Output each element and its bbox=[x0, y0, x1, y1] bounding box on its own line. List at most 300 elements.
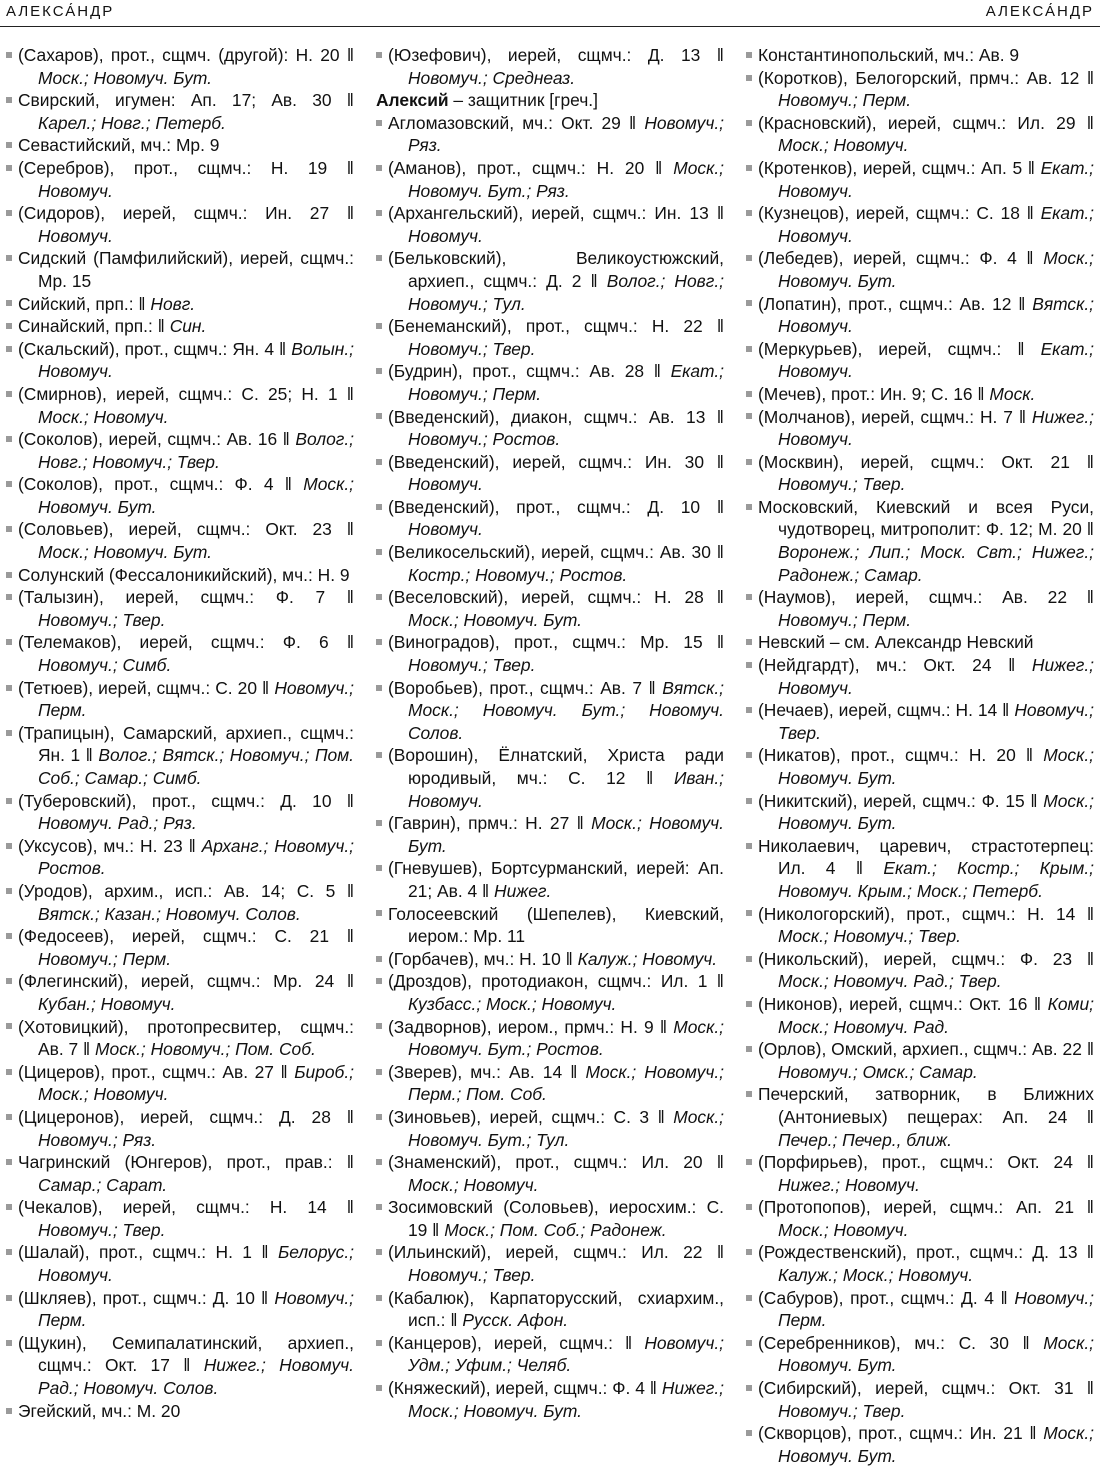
entry-places: Карел.; Новг.; Петерб. bbox=[38, 112, 226, 133]
dictionary-entry bbox=[376, 44, 724, 89]
bullet-square-icon bbox=[746, 210, 752, 216]
bullet-square-icon bbox=[6, 165, 12, 171]
entry-places: Белорус.; Новомуч. bbox=[38, 1242, 354, 1286]
entry-text: Синайский, прп.: ‖ bbox=[18, 316, 170, 337]
entry-text: (Щукин), Семипалатинский, архиеп., сщмч.: Окт. 17 ‖ bbox=[18, 1332, 354, 1376]
entry-places: Новомуч.; Твер. bbox=[778, 474, 906, 495]
entry-places: Екат.; Костр.; Крым.; Новомуч. Крым.; Моск.; Петерб. bbox=[778, 858, 1094, 901]
dictionary-entry bbox=[376, 541, 724, 586]
bullet-square-icon bbox=[6, 323, 12, 329]
dictionary-entry bbox=[6, 1287, 354, 1332]
entry-text: (Туберовский), прот., сщмч.: Д. 10 ‖ bbox=[18, 790, 354, 811]
entry-places: Моск.; Новомуч. Бут. bbox=[778, 790, 1094, 834]
entry-places: Нижег.; Новомуч. Рад.; Новомуч. Солов. bbox=[38, 1355, 354, 1399]
entry-text: (Введенский), прот., сщмч.: Д. 10 ‖ bbox=[388, 496, 724, 517]
bullet-square-icon bbox=[746, 75, 752, 81]
entry-places: Моск.; Новомуч. Бут. bbox=[778, 1423, 1094, 1466]
bullet-square-icon bbox=[6, 594, 12, 600]
bullet-square-icon bbox=[6, 1114, 12, 1120]
entry-places: Вятск.; Новомуч. bbox=[778, 293, 1094, 337]
entry-text: (Великосельский), иерей, сщмч.: Ав. 30 ‖ bbox=[388, 542, 724, 563]
dictionary-entry bbox=[6, 722, 354, 790]
bullet-square-icon bbox=[376, 1204, 382, 1210]
bullet-square-icon bbox=[6, 210, 12, 216]
entry-text: (Ильинский), иерей, сщмч.: Ил. 22 ‖ bbox=[388, 1242, 724, 1263]
bullet-square-icon bbox=[746, 1001, 752, 1007]
entry-places: Новомуч. bbox=[408, 225, 483, 246]
bullet-square-icon bbox=[6, 526, 12, 532]
entry-text: (Никонов), иерей, сщмч.: Окт. 16 ‖ bbox=[758, 993, 1048, 1014]
entry-places: Новомуч.; Ряз. bbox=[408, 112, 724, 156]
entry-text: (Гаврин), прмч.: Н. 27 ‖ bbox=[388, 813, 592, 834]
bullet-square-icon bbox=[746, 120, 752, 126]
entry-text: (Наумов), иерей, сщмч.: Ав. 22 ‖ bbox=[758, 587, 1094, 608]
running-head bbox=[0, 0, 1100, 27]
bullet-square-icon bbox=[376, 1340, 382, 1346]
bullet-square-icon bbox=[6, 685, 12, 691]
bullet-square-icon bbox=[746, 1046, 752, 1052]
entry-places: Новомуч.; Перм. bbox=[38, 1287, 354, 1331]
dictionary-entry bbox=[746, 112, 1094, 157]
dictionary-entry bbox=[6, 89, 354, 134]
entry-text: (Кротенков), иерей, сщмч.: Ап. 5 ‖ bbox=[758, 157, 1041, 178]
dictionary-entry bbox=[6, 518, 354, 563]
bullet-square-icon bbox=[746, 1159, 752, 1165]
entry-text: (Нечаев), иерей, сщмч.: Н. 14 ‖ bbox=[758, 700, 1015, 721]
entry-places: Новомуч.; Омск.; Самар. bbox=[778, 1061, 978, 1082]
entry-places: Моск.; Новомуч.; Твер. bbox=[778, 926, 961, 947]
entry-text: (Введенский), иерей, сщмч.: Ин. 30 ‖ bbox=[388, 451, 724, 472]
entry-text: Николаевич, царевич, страстотерпец: Ил. 4 ‖ bbox=[758, 835, 1094, 879]
bullet-square-icon bbox=[6, 391, 12, 397]
entry-text: (Шалай), прот., сщмч.: Н. 1 ‖ bbox=[18, 1242, 278, 1263]
entry-text: (Лебедев), иерей, сщмч.: Ф. 4 ‖ bbox=[758, 248, 1044, 269]
entry-places: Воронеж.; Лип.; Моск. Свт.; Нижег.; Радонеж.; Самар. bbox=[778, 542, 1094, 585]
entry-places: Новомуч.; Ростов. bbox=[408, 429, 561, 450]
entry-places: Костр.; Новомуч.; Ростов. bbox=[408, 564, 628, 585]
entry-places: Арханг.; Новомуч.; Ростов. bbox=[38, 835, 354, 879]
entry-places: Волын.; Новомуч. bbox=[38, 338, 354, 382]
dictionary-entry bbox=[376, 1196, 724, 1241]
entry-places: Моск.; Новомуч. bbox=[778, 1219, 909, 1240]
entry-places: Моск.; Пом. Соб.; Радонеж. bbox=[444, 1219, 667, 1240]
entry-text: (Никитский), иерей, сщмч.: Ф. 15 ‖ bbox=[758, 790, 1044, 811]
dictionary-entry bbox=[6, 677, 354, 722]
entry-text: (Рождественский), прот., сщмч.: Д. 13 ‖ bbox=[758, 1242, 1094, 1263]
bullet-square-icon bbox=[746, 255, 752, 261]
entry-text: (Виноградов), прот., сщмч.: Мр. 15 ‖ bbox=[388, 632, 724, 653]
entry-places: Новг. bbox=[150, 293, 196, 314]
bullet-square-icon bbox=[376, 594, 382, 600]
dictionary-entry bbox=[746, 654, 1094, 699]
entry-text: (Цицеров), прот., сщмч.: Ав. 27 ‖ bbox=[18, 1061, 295, 1082]
dictionary-entry bbox=[6, 564, 354, 587]
entry-text: Сийский, прп.: ‖ bbox=[18, 293, 151, 314]
entry-text: (Архангельский), иерей, сщмч.: Ин. 13 ‖ bbox=[388, 203, 724, 224]
dictionary-entry bbox=[746, 744, 1094, 789]
dictionary-entry bbox=[376, 315, 724, 360]
dictionary-entry bbox=[6, 1400, 354, 1423]
entry-places: Калуж.; Моск.; Новомуч. bbox=[778, 1265, 974, 1286]
dictionary-entry bbox=[746, 406, 1094, 451]
entry-text: (Телемаков), иерей, сщмч.: Ф. 6 ‖ bbox=[18, 632, 354, 653]
bullet-square-icon bbox=[746, 504, 752, 510]
bullet-square-icon bbox=[746, 639, 752, 645]
entry-places: Екат.; Новомуч. bbox=[778, 338, 1094, 382]
entry-places: Русск. Афон. bbox=[462, 1310, 569, 1331]
bullet-square-icon bbox=[6, 255, 12, 261]
dictionary-entry bbox=[6, 247, 354, 292]
entry-text: (Серебренников), мч.: С. 30 ‖ bbox=[758, 1332, 1044, 1353]
dictionary-entry bbox=[746, 699, 1094, 744]
entry-text: (Сабуров), прот., сщмч.: Д. 4 ‖ bbox=[758, 1287, 1015, 1308]
bullet-square-icon bbox=[746, 594, 752, 600]
entry-text: (Соколов), прот., сщмч.: Ф. 4 ‖ bbox=[18, 474, 304, 495]
bullet-square-icon bbox=[746, 1385, 752, 1391]
bullet-square-icon bbox=[6, 843, 12, 849]
entry-places: Моск.; Новомуч. bbox=[38, 406, 169, 427]
entry-text: (Бенеманский), прот., сщмч.: Н. 22 ‖ bbox=[388, 316, 724, 337]
entry-text: (Юзефович), иерей, сщмч.: Д. 13 ‖ bbox=[388, 45, 724, 65]
bullet-square-icon bbox=[376, 956, 382, 962]
dictionary-entry bbox=[6, 473, 354, 518]
dictionary-entry bbox=[6, 925, 354, 970]
bullet-square-icon bbox=[6, 97, 12, 103]
entry-places: Моск.; Новомуч. Бут. bbox=[38, 67, 212, 88]
bullet-square-icon bbox=[376, 685, 382, 691]
entry-text: (Кузнецов), иерей, сщмч.: С. 18 ‖ bbox=[758, 203, 1041, 224]
entry-places: Моск.; Новомуч.; Перм.; Пом. Соб. bbox=[408, 1061, 724, 1105]
dictionary-entry bbox=[376, 406, 724, 451]
bullet-square-icon bbox=[746, 707, 752, 713]
entry-text: (Меркурьев), иерей, сщмч.: ‖ bbox=[758, 338, 1041, 359]
dictionary-entry bbox=[746, 1196, 1094, 1241]
headword-entry bbox=[376, 89, 724, 112]
dictionary-entry bbox=[376, 1332, 724, 1377]
bullet-square-icon bbox=[6, 436, 12, 442]
dictionary-entry bbox=[746, 835, 1094, 903]
bullet-square-icon bbox=[6, 1340, 12, 1346]
dictionary-entry bbox=[746, 67, 1094, 112]
dictionary-entry bbox=[376, 1377, 724, 1422]
bullet-square-icon bbox=[6, 346, 12, 352]
bullet-square-icon bbox=[376, 120, 382, 126]
entry-text: (Уродов), архим., исп.: Ав. 14; С. 5 ‖ bbox=[18, 880, 354, 901]
entry-places: Кузбасс.; Моск.; Новомуч. bbox=[408, 993, 617, 1014]
entry-places: Син. bbox=[169, 316, 207, 337]
entry-text: (Трапицын), Самарский, архиеп., сщмч.: Ян. 1 ‖ bbox=[18, 722, 354, 766]
bullet-square-icon bbox=[746, 1249, 752, 1255]
bullet-square-icon bbox=[376, 413, 382, 419]
entry-places: Новомуч.; Перм. bbox=[778, 609, 912, 630]
dictionary-entry bbox=[376, 157, 724, 202]
bullet-square-icon bbox=[6, 572, 12, 578]
bullet-square-icon bbox=[376, 549, 382, 555]
entry-places: Моск.; Новомуч.; Пом. Соб. bbox=[95, 1039, 316, 1060]
entry-places: Новомуч.; Твер. bbox=[408, 655, 536, 676]
entry-places: Моск.; Новомуч. bbox=[408, 1174, 539, 1195]
bullet-square-icon bbox=[6, 1159, 12, 1165]
bullet-square-icon bbox=[6, 1069, 12, 1075]
bullet-square-icon bbox=[746, 52, 752, 58]
bullet-square-icon bbox=[376, 210, 382, 216]
entry-text: (Лопатин), прот., сщмч.: Ав. 12 ‖ bbox=[758, 293, 1033, 314]
dictionary-entry bbox=[6, 202, 354, 247]
dictionary-entry bbox=[376, 1287, 724, 1332]
entry-text: Зосимовский (Соловьев), иеросхим.: С. 19 ‖ bbox=[388, 1197, 724, 1240]
dictionary-entry bbox=[376, 586, 724, 631]
dictionary-entry bbox=[746, 586, 1094, 631]
entry-places: Новомуч.; Твер. bbox=[38, 609, 166, 630]
entry-text: (Гневушев), Бортсурманский, иерей: Ап. 21; Ав. 4 ‖ bbox=[388, 858, 724, 901]
bullet-square-icon bbox=[746, 1430, 752, 1436]
bullet-square-icon bbox=[376, 504, 382, 510]
dictionary-entry bbox=[376, 744, 724, 812]
dictionary-entry bbox=[746, 631, 1094, 654]
headword: Алексий bbox=[376, 90, 449, 111]
entry-text: (Смирнов), иерей, сщмч.: С. 25; Н. 1 ‖ bbox=[18, 383, 354, 404]
dictionary-entry bbox=[746, 1287, 1094, 1332]
dictionary-entry bbox=[376, 970, 724, 1015]
entry-text: (Чекалов), иерей, сщмч.: Н. 14 ‖ bbox=[18, 1197, 354, 1218]
entry-places: Новомуч.; Перм. bbox=[778, 1287, 1094, 1331]
dictionary-entry bbox=[746, 247, 1094, 292]
entry-places: Волог.; Вятск.; Новомуч.; Пом. Соб.; Самар.; Симб. bbox=[38, 745, 354, 788]
entry-text: Московский, Киевский и всея Руси, чудотворец, митрополит: Ф. 12; М. 20 ‖ bbox=[758, 496, 1094, 540]
entry-text: (Княжеский), иерей, сщмч.: Ф. 4 ‖ bbox=[388, 1378, 662, 1399]
dictionary-entry bbox=[6, 1106, 354, 1151]
entry-places: Новомуч.; Ряз. bbox=[38, 1129, 157, 1150]
entry-places: Новомуч. bbox=[408, 474, 483, 495]
entry-places: Моск.; Новомуч. Бут. bbox=[778, 745, 1094, 788]
entry-text: (Аманов), прот., сщмч.: Н. 20 ‖ bbox=[388, 157, 674, 178]
entry-places: Моск.; Новомуч. Бут.; Тул. bbox=[408, 1106, 724, 1150]
entry-text: (Протопопов), иерей, сщмч.: Ап. 21 ‖ bbox=[758, 1197, 1094, 1218]
dictionary-entry bbox=[6, 1241, 354, 1286]
dictionary-entry bbox=[376, 1061, 724, 1106]
dictionary-entry bbox=[6, 1061, 354, 1106]
dictionary-entry bbox=[376, 631, 724, 676]
bullet-square-icon bbox=[376, 1295, 382, 1301]
entry-text: (Зверев), мч.: Ав. 14 ‖ bbox=[388, 1061, 586, 1082]
bullet-square-icon bbox=[746, 798, 752, 804]
dictionary-entry bbox=[376, 1151, 724, 1196]
entry-text: (Федосеев), иерей, сщмч.: С. 21 ‖ bbox=[18, 926, 354, 947]
dictionary-entry bbox=[376, 202, 724, 247]
entry-text: Невский – см. Александр Невский bbox=[758, 632, 1034, 653]
entry-text: (Орлов), Омский, архиеп., сщмч.: Ав. 22 ‖ bbox=[758, 1039, 1094, 1060]
entry-places: Нижег.; Новомуч. bbox=[778, 655, 1094, 698]
dictionary-entry bbox=[376, 360, 724, 405]
bullet-square-icon bbox=[746, 752, 752, 758]
entry-text: Свирский, игумен: Ап. 17; Ав. 30 ‖ bbox=[18, 90, 354, 111]
entry-places: Моск.; Новомуч. Бут. bbox=[408, 813, 724, 856]
dictionary-entry bbox=[376, 948, 724, 971]
entry-places: Коми; Моск.; Новомуч. Рад. bbox=[778, 993, 1094, 1037]
dictionary-entry bbox=[376, 112, 724, 157]
bullet-square-icon bbox=[376, 368, 382, 374]
dictionary-entry bbox=[376, 812, 724, 857]
bullet-square-icon bbox=[376, 1159, 382, 1165]
entry-text: (Серебров), прот., сщмч.: Н. 19 ‖ bbox=[18, 157, 354, 178]
bullet-square-icon bbox=[376, 323, 382, 329]
bullet-square-icon bbox=[376, 1114, 382, 1120]
entry-places: Новомуч. bbox=[38, 180, 113, 201]
column-3 bbox=[746, 44, 1094, 1467]
dictionary-entry bbox=[376, 451, 724, 496]
entry-places: Нижег.; Новомуч. bbox=[778, 406, 1094, 450]
dictionary-entry bbox=[6, 157, 354, 202]
entry-places: Вятск.; Казан.; Новомуч. Солов. bbox=[38, 903, 301, 924]
entry-text: (Мечев), прот.: Ин. 9; С. 16 ‖ bbox=[758, 383, 990, 404]
bullet-square-icon bbox=[6, 1295, 12, 1301]
entry-places: Моск.; Новомуч. Бут. bbox=[38, 474, 354, 517]
entry-text: (Никатов), прот., сщмч.: Н. 20 ‖ bbox=[758, 745, 1044, 766]
dictionary-entry bbox=[376, 247, 724, 315]
entry-text: (Веселовский), иерей, сщмч.: Н. 28 ‖ bbox=[388, 587, 724, 608]
bullet-square-icon bbox=[6, 730, 12, 736]
dictionary-entry bbox=[746, 451, 1094, 496]
dictionary-entry bbox=[6, 790, 354, 835]
entry-places: Новомуч.; Симб. bbox=[38, 655, 172, 676]
dictionary-entry bbox=[6, 315, 354, 338]
dictionary-entry bbox=[6, 1151, 354, 1196]
dictionary-entry bbox=[6, 631, 354, 676]
dictionary-entry bbox=[6, 586, 354, 631]
entry-places: Новомуч.; Твер. bbox=[408, 1265, 536, 1286]
bullet-square-icon bbox=[376, 255, 382, 261]
entry-places: Новомуч.; Среднеаз. bbox=[408, 67, 576, 88]
bullet-square-icon bbox=[746, 956, 752, 962]
bullet-square-icon bbox=[746, 843, 752, 849]
dictionary-entry bbox=[746, 293, 1094, 338]
bullet-square-icon bbox=[376, 1249, 382, 1255]
entry-places: Новомуч. bbox=[38, 225, 113, 246]
entry-text: (Воробьев), прот., сщмч.: Ав. 7 ‖ bbox=[388, 677, 663, 698]
entry-places: Новомуч.; Твер. bbox=[408, 338, 536, 359]
bullet-square-icon bbox=[376, 752, 382, 758]
entry-places: Новомуч.; Удм.; Уфим.; Челяб. bbox=[408, 1332, 724, 1376]
entry-places: Новомуч. bbox=[408, 519, 483, 540]
bullet-square-icon bbox=[6, 1249, 12, 1255]
dictionary-entry bbox=[6, 1016, 354, 1061]
dictionary-entry bbox=[746, 1377, 1094, 1422]
bullet-square-icon bbox=[746, 346, 752, 352]
entry-places: Екат.; Новомуч. bbox=[778, 203, 1094, 246]
bullet-square-icon bbox=[746, 662, 752, 668]
entry-places: Моск.; Новомуч. bbox=[778, 135, 909, 156]
entry-text: (Скворцов), прот., сщмч.: Ин. 21 ‖ bbox=[758, 1423, 1044, 1444]
dictionary-entry bbox=[746, 790, 1094, 835]
dictionary-entry bbox=[376, 1106, 724, 1151]
entry-places: Моск.; Новомуч. Бут.; Ряз. bbox=[408, 157, 724, 201]
bullet-square-icon bbox=[6, 639, 12, 645]
entry-text: (Сидоров), иерей, сщмч.: Ин. 27 ‖ bbox=[18, 203, 354, 224]
entry-places: Новомуч.; Перм. bbox=[38, 948, 172, 969]
entry-places: Новомуч.; Твер. bbox=[778, 700, 1094, 743]
dictionary-entry bbox=[746, 157, 1094, 202]
entry-places: Новомуч. Рад.; Ряз. bbox=[38, 813, 197, 834]
bullet-square-icon bbox=[6, 798, 12, 804]
bullet-square-icon bbox=[6, 142, 12, 148]
bullet-square-icon bbox=[746, 910, 752, 916]
bullet-square-icon bbox=[376, 459, 382, 465]
bullet-square-icon bbox=[746, 1295, 752, 1301]
entry-places: Бироб.; Моск.; Новомуч. bbox=[38, 1061, 354, 1105]
entry-text: (Москвин), иерей, сщмч.: Окт. 21 ‖ bbox=[758, 451, 1094, 472]
bullet-square-icon bbox=[376, 978, 382, 984]
entry-text: (Никологорский), прот., сщмч.: Н. 14 ‖ bbox=[758, 903, 1094, 924]
bullet-square-icon bbox=[6, 1023, 12, 1029]
entry-places: Новомуч.; Перм. bbox=[778, 90, 912, 111]
dictionary-entry bbox=[6, 1332, 354, 1400]
dictionary-entry bbox=[6, 1196, 354, 1241]
entry-places: Волог.; Новг.; Новомуч.; Тул. bbox=[408, 270, 724, 314]
dictionary-entry bbox=[6, 293, 354, 316]
bullet-square-icon bbox=[6, 1204, 12, 1210]
entry-text: (Тетюев), иерей, сщмч.: С. 20 ‖ bbox=[18, 677, 275, 698]
entry-text: (Кабалюк), Карпаторусский, схиархим., исп.: ‖ bbox=[388, 1287, 724, 1331]
dictionary-entry bbox=[746, 338, 1094, 383]
entry-places: Новомуч.; Твер. bbox=[778, 1400, 906, 1421]
entry-text: Эгейский, мч.: М. 20 bbox=[18, 1400, 181, 1421]
entry-places: Иван.; Новомуч. bbox=[408, 768, 724, 811]
bullet-square-icon bbox=[746, 413, 752, 419]
bullet-square-icon bbox=[376, 820, 382, 826]
bullet-square-icon bbox=[6, 481, 12, 487]
entry-text: (Бельковский), Великоустюжский, архиеп., сщмч.: Д. 2 ‖ bbox=[388, 248, 724, 291]
entry-text: (Коротков), Белогорский, прмч.: Ав. 12 ‖ bbox=[758, 67, 1094, 88]
dictionary-entry bbox=[6, 44, 354, 89]
entry-text: (Соловьев), иерей, сщмч.: Окт. 23 ‖ bbox=[18, 519, 354, 540]
dictionary-entry bbox=[746, 202, 1094, 247]
entry-text: Агломазовский, мч.: Окт. 29 ‖ bbox=[388, 112, 645, 133]
entry-places: Моск.; Новомуч. Бут. bbox=[778, 1332, 1094, 1376]
entry-text: (Никольский), иерей, сщмч.: Ф. 23 ‖ bbox=[758, 948, 1094, 969]
bullet-square-icon bbox=[746, 300, 752, 306]
dictionary-entry bbox=[6, 134, 354, 157]
dictionary-entry bbox=[376, 1016, 724, 1061]
entry-text: (Зиновьев), иерей, сщмч.: С. 3 ‖ bbox=[388, 1106, 674, 1127]
bullet-square-icon bbox=[6, 888, 12, 894]
entry-text: (Сибирский), иерей, сщмч.: Окт. 31 ‖ bbox=[758, 1378, 1094, 1399]
dictionary-entry bbox=[746, 496, 1094, 586]
dictionary-entry bbox=[746, 903, 1094, 948]
dictionary-entry bbox=[746, 1332, 1094, 1377]
bullet-square-icon bbox=[376, 165, 382, 171]
entry-text: (Шкляев), прот., сщмч.: Д. 10 ‖ bbox=[18, 1287, 275, 1308]
bullet-square-icon bbox=[376, 1023, 382, 1029]
entry-places: Моск.; Новомуч. Бут.; Ростов. bbox=[408, 1016, 724, 1060]
dictionary-entry bbox=[746, 1083, 1094, 1151]
dictionary-entry bbox=[746, 44, 1094, 67]
entry-places: Нижег.; Моск.; Новомуч. Бут. bbox=[408, 1378, 724, 1421]
entry-text: (Ворошин), Ёлнатский, Христа ради юродивый, мч.: С. 12 ‖ bbox=[388, 745, 724, 788]
entry-places: Волог.; Новг.; Новомуч.; Твер. bbox=[38, 429, 354, 472]
entry-places: Новомуч.; Перм. bbox=[38, 677, 354, 721]
running-head-right: АЛЕКСА́НДР bbox=[985, 3, 1094, 20]
dictionary-entry bbox=[746, 948, 1094, 993]
entry-text: Печерский, затворник, в Ближних (Антониевых) пещерах: Ап. 24 ‖ bbox=[758, 1084, 1094, 1127]
entry-places: Моск.; Новомуч. Бут. bbox=[778, 248, 1094, 291]
entry-text: (Нейдгардт), мч.: Окт. 24 ‖ bbox=[758, 655, 1032, 676]
entry-places: Калуж.; Новомуч. bbox=[577, 948, 718, 969]
entry-text: Солунский (Фессалоникийский), мч.: Н. 9 bbox=[18, 564, 350, 585]
dictionary-entry bbox=[376, 677, 724, 745]
entry-text: Чагринский (Юнгеров), прот., прав.: ‖ bbox=[18, 1152, 354, 1173]
bullet-square-icon bbox=[6, 52, 12, 58]
entry-text: (Дроздов), протодиакон, сщмч.: Ил. 1 ‖ bbox=[388, 971, 724, 992]
